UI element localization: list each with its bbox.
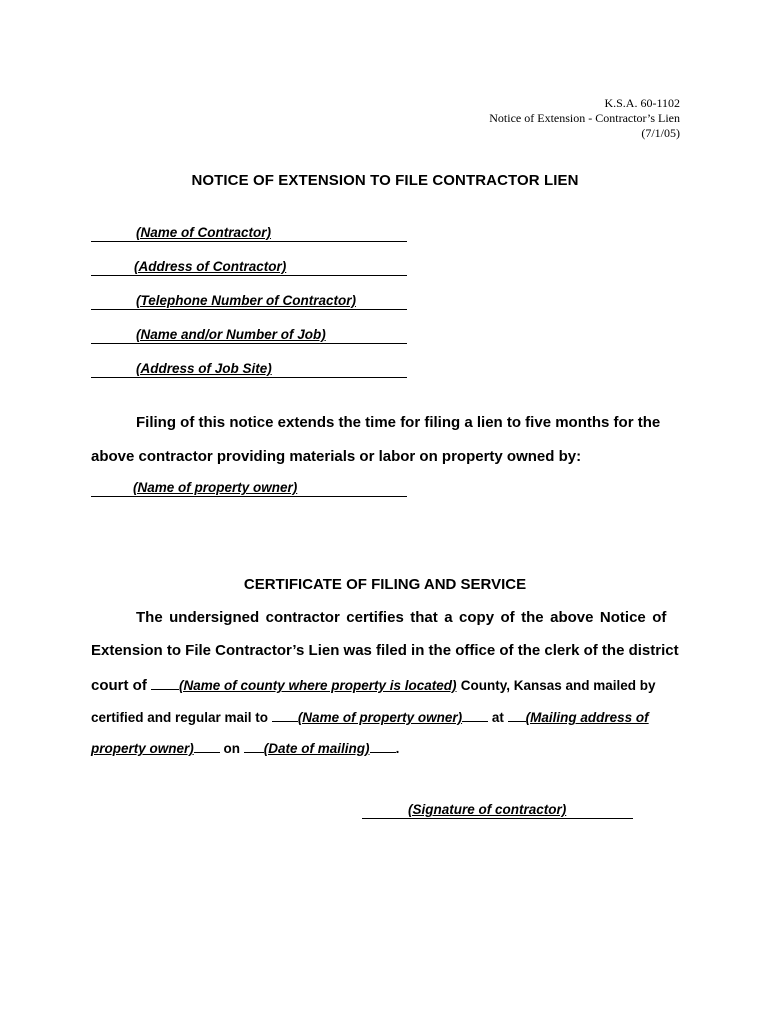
notice-paragraph-line-1: Filing of this notice extends the time for filing a lien to five months for the xyxy=(136,414,661,431)
contractor-name-field[interactable] xyxy=(91,223,407,242)
notice-paragraph-line-2: above contractor providing materials or labor on property owned by: xyxy=(91,448,582,465)
signature-field[interactable] xyxy=(362,800,633,819)
mail-recipient-field[interactable]: (Name of property owner) xyxy=(297,710,463,725)
job-name-label: (Name and/or Number of Job) xyxy=(136,327,326,342)
certificate-line-1: The undersigned contractor certifies that a copy of the above Notice of xyxy=(136,609,667,626)
contractor-address-field[interactable] xyxy=(91,257,407,276)
mailing-address-field-cont[interactable]: property owner) xyxy=(91,741,194,756)
job-site-label: (Address of Job Site) xyxy=(136,361,272,376)
certificate-line-5 xyxy=(91,738,399,756)
signature-label: (Signature of contractor) xyxy=(408,802,567,817)
contractor-address-label: (Address of Contractor) xyxy=(134,259,287,274)
job-site-field[interactable] xyxy=(91,359,407,378)
mailed-to-label: certified and regular mail to xyxy=(91,710,269,725)
document-title: NOTICE OF EXTENSION TO FILE CONTRACTOR LIEN xyxy=(191,172,579,189)
sentence-end-period: . xyxy=(395,741,400,756)
certificate-line-2: Extension to File Contractor’s Lien was filed in the office of the clerk of the district xyxy=(91,642,679,659)
on-label: on xyxy=(223,741,241,756)
property-owner-field[interactable] xyxy=(91,478,407,497)
certificate-line-3 xyxy=(91,675,656,694)
contractor-name-label: (Name of Contractor) xyxy=(136,225,272,240)
certificate-line-4 xyxy=(91,707,649,725)
at-label: at xyxy=(491,710,504,725)
court-of-label: court of xyxy=(91,677,147,694)
county-kansas-label: County, Kansas and mailed by xyxy=(460,678,656,693)
job-name-field[interactable] xyxy=(91,325,407,344)
statute-reference: K.S.A. 60-1102 xyxy=(604,96,680,110)
contractor-phone-label: (Telephone Number of Contractor) xyxy=(136,293,357,308)
form-name: Notice of Extension - Contractor’s Lien xyxy=(489,111,680,125)
form-reference xyxy=(489,96,680,141)
mailing-address-field[interactable]: (Mailing address of xyxy=(525,710,649,725)
county-field[interactable]: (Name of county where property is located) xyxy=(179,678,457,693)
form-revision-date: (7/1/05) xyxy=(641,126,680,140)
contractor-phone-field[interactable] xyxy=(91,291,407,310)
mailing-date-field[interactable]: (Date of mailing) xyxy=(263,741,370,756)
certificate-title: CERTIFICATE OF FILING AND SERVICE xyxy=(243,576,527,593)
property-owner-label: (Name of property owner) xyxy=(133,480,298,495)
